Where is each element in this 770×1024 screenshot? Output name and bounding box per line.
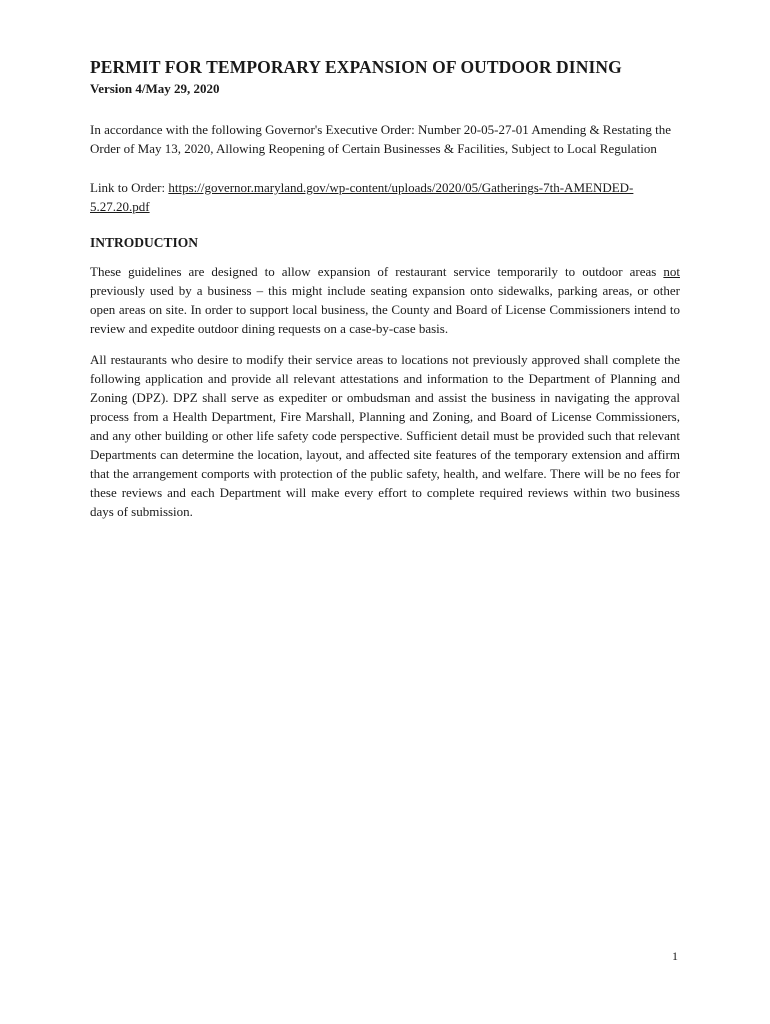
link-to-order-paragraph — [90, 178, 680, 216]
document-title: PERMIT FOR TEMPORARY EXPANSION OF OUTDOOR DINING — [90, 57, 622, 77]
page-number: 1 — [672, 949, 678, 963]
introduction-paragraph-1 — [90, 262, 680, 338]
link-label: Link to Order: — [90, 180, 169, 195]
para1-rest: previously used by a business – this might include seating expansion onto sidewalks, parking areas, or other open areas on site. In order to support local business, the County and Board of License Commissioners intend to review and expedite outdoor dining requests on a case-by-case basis. — [90, 283, 680, 336]
document-version: Version 4/May 29, 2020 — [90, 81, 220, 96]
executive-order-reference: In accordance with the following Governor's Executive Order: Number 20-05-27-01 Amending & Restating the Order of May 13, 2020, Allowing Reopening of Certain Businesses & Facilities, Subject to Local Regulation — [90, 122, 672, 156]
introduction-paragraph-2: All restaurants who desire to modify their service areas to locations not previously approved shall complete the following application and provide all relevant attestations and information to the Department of Planning and Zoning (DPZ). DPZ shall serve as expediter or ombudsman and assist the business in navigating the approval process from a Health Department, Fire Marshall, Planning and Zoning, and Board of License Commissioners, and any other building or other life safety code perspective. Sufficient detail must be provided such that relevant Departments can determine the location, layout, and affected site features of the temporary extension and affirm that the arrangement comports with protection of the public safety, health, and welfare. There will be no fees for these reviews and each Department will make every effort to complete required reviews within two business days of submission. — [90, 352, 680, 519]
para1-not-emphasis: not — [663, 264, 680, 279]
introduction-heading: INTRODUCTION — [90, 235, 199, 250]
order-link[interactable]: https://governor.maryland.gov/wp-content/uploads/2020/05/Gatherings-7th-AMENDED-5.27.20.pdf — [90, 180, 634, 214]
para1-start: These guidelines are designed to allow expansion of restaurant service temporarily to outdoor areas — [90, 264, 664, 279]
